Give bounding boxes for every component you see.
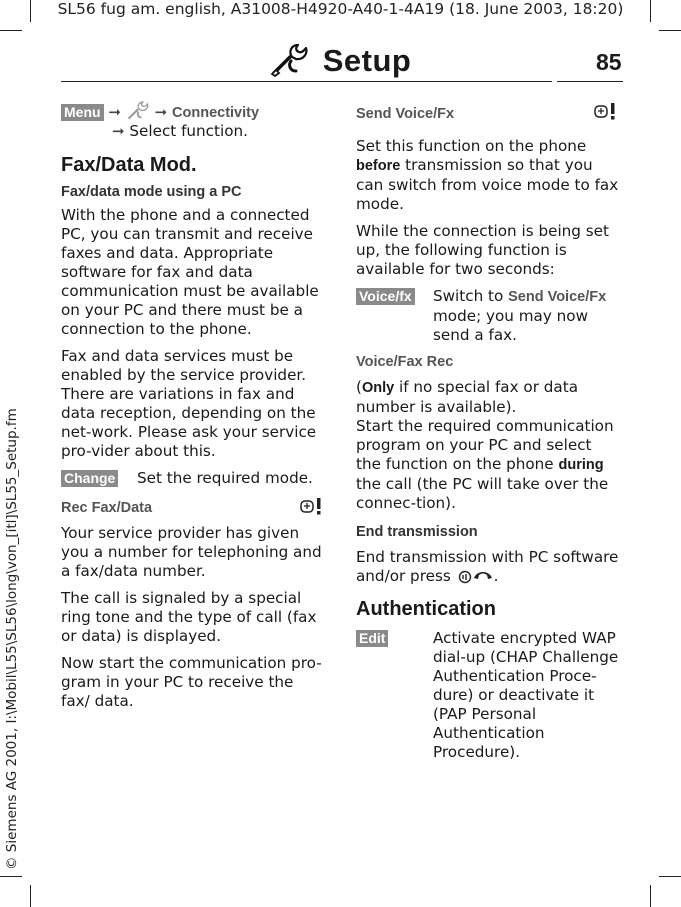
softkey-row — [61, 469, 326, 488]
crop-mark — [30, 885, 31, 907]
left-column — [61, 101, 326, 719]
title-rule — [61, 81, 552, 82]
crop-mark — [0, 30, 22, 31]
paragraph: Set this function on the phone before transmission so that you can switch from voice mode to fax mode. — [356, 137, 619, 213]
paragraph: Your service provider has given you a number for telephoning and a fax/data number. — [61, 524, 322, 580]
softkey-description: Activate encrypted WAP dial-up (CHAP Challenge Authentication Proce-dure) or deactivate it (PAP Personal Authentication Procedure). — [433, 629, 619, 761]
subsection-heading — [356, 353, 620, 372]
paragraph: With the phone and a connected PC, you can transmit and receive faxes and data. Appropriate software for fax and data communication must be available on your PC and there must be a connection to the phone. — [61, 206, 319, 338]
paragraph: Fax and data services must be enabled by the service provider. There are variations in fax and data reception, depending on the net-work. Please ask your service pro-vider about this. — [61, 347, 317, 460]
side-note — [0, 410, 20, 870]
subsection-heading-text: Rec Fax/Data — [61, 499, 153, 516]
on-off-key-icon — [456, 567, 472, 585]
menu-path-instruction: Select function. — [129, 122, 248, 140]
softkey-description: Switch to Send Voice/Fx mode; you may now send a fax. — [433, 287, 607, 344]
paragraph: While the connection is being set up, the following function is available for two seconds: — [356, 222, 609, 278]
subsection-heading — [356, 523, 620, 542]
paragraph: Now start the communication pro-gram in your PC to receive the fax/ data. — [61, 654, 322, 710]
section-heading: Fax/Data Mod. — [61, 154, 197, 176]
paragraph: (Only if no special fax or data number is available). Start the required communication program on your PC and select the function on the phone during the call (the PC will take over the connec-tion). — [356, 378, 614, 512]
menu-path — [61, 101, 326, 140]
menu-path-item: Connectivity — [172, 105, 260, 121]
edit-key: Edit — [356, 630, 388, 647]
subsection-heading-text: Voice/Fax Rec — [356, 354, 454, 370]
softkey-row — [356, 287, 620, 345]
change-key: Change — [61, 470, 118, 487]
arrow-icon: ➞ — [112, 122, 125, 140]
page-title — [0, 43, 681, 79]
voicefx-key: Voice/fx — [356, 288, 415, 305]
softkey-row — [356, 629, 620, 762]
subsection-heading-text: End transmission — [356, 524, 478, 540]
page-number-rule — [557, 81, 623, 82]
chapter-title: Setup — [322, 43, 412, 78]
network-dependent-icon — [300, 496, 326, 520]
subsection-heading — [356, 101, 620, 127]
subsection-heading — [61, 496, 326, 520]
menu-key: Menu — [61, 104, 104, 121]
page-number: 85 — [596, 49, 622, 75]
right-column — [356, 101, 620, 770]
subsection-heading-text: Fax/data mode using a PC — [61, 184, 242, 200]
wrench-icon — [270, 43, 323, 78]
arrow-icon: ➞ — [154, 103, 168, 121]
section-heading: Authentication — [356, 598, 496, 620]
end-call-icon — [472, 567, 494, 585]
subsection-heading-text: Send Voice/Fx — [356, 105, 455, 122]
crop-mark — [650, 885, 651, 907]
crop-mark — [659, 876, 681, 877]
side-note-text: © Siemens AG 2001, I:\Mobil\L55\SL56\long\von_[itl]\SL55_Setup.fm — [4, 408, 20, 870]
network-dependent-icon — [594, 101, 620, 127]
wrench-icon — [126, 103, 155, 121]
running-header: SL56 fug am. english, A31008-H4920-A40-1-4A19 (18. June 2003, 18:20) — [57, 0, 624, 18]
paragraph: The call is signaled by a special ring tone and the type of call (fax or data) is displayed. — [61, 589, 317, 645]
arrow-icon: ➞ — [108, 103, 121, 121]
softkey-description: Set the required mode. — [137, 469, 313, 487]
crop-mark — [659, 30, 681, 31]
crop-mark — [0, 876, 22, 877]
paragraph: End transmission with PC software and/or press . — [356, 548, 619, 585]
subsection-heading — [61, 183, 326, 202]
